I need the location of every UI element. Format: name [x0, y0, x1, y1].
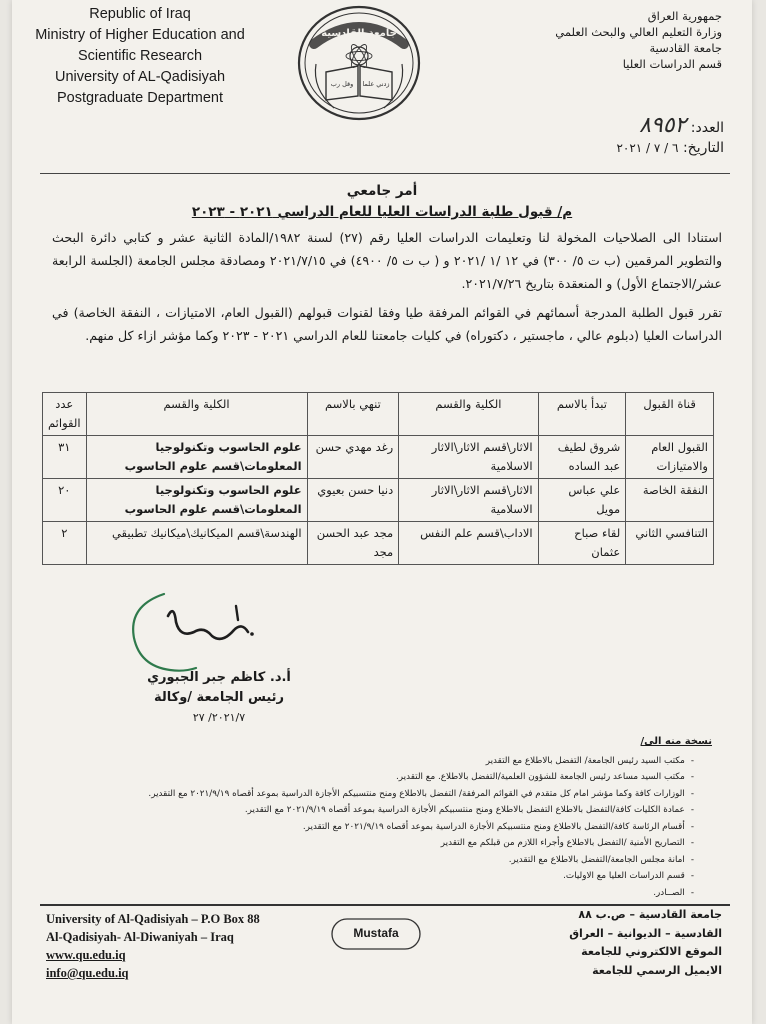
website-link[interactable]: www.qu.edu.iq	[46, 948, 126, 962]
order-body	[52, 226, 722, 353]
list-item: - أقسام الرئاسة كافة/التفضل بالاطلاع ومنح منتسبيكم الأجازة الدراسية بموعد أقصاه ٢٠٢١/٩/١٩ مع التقدير.	[72, 819, 694, 836]
university-seal-logo	[294, 4, 424, 122]
date-label: التاريخ:	[682, 140, 724, 156]
footer-line: Al-Qadisiyah- Al-Diwaniyah – Iraq	[46, 930, 234, 944]
svg-text:جامعة القادسية: جامعة القادسية	[321, 28, 397, 39]
svg-text:وقل رب: وقل رب	[330, 80, 354, 88]
table-cell: ٣١	[43, 436, 87, 479]
list-item: - عمادة الكليات كافة/التفضل بالاطلاع التفضل بالاطلاع ومنح منتسبيكم الأجازة الدراسية بموعد أقصاه ٢٠٢١/٩/١٩ مع التقدير.	[72, 802, 694, 819]
list-item: - التصاريح الأمنية /التفضل بالاطلاع وأجراء اللازم من قبلكم مع التقدير	[72, 835, 694, 852]
column-header: قناة القبول	[626, 393, 714, 436]
column-header: الكلية والقسم	[399, 393, 538, 436]
reference-date	[424, 138, 724, 158]
list-item: - قسم الدراسات العليا مع الاوليات.	[72, 868, 694, 885]
table-row	[43, 436, 714, 479]
footer-english	[46, 910, 326, 982]
email-link[interactable]: info@qu.edu.iq	[46, 966, 129, 980]
document-page	[12, 0, 752, 1024]
table-cell: الهندسة\قسم الميكانيك\ميكانيك تطبيقي	[86, 522, 307, 565]
body-paragraph: استنادا الى الصلاحيات المخولة لنا وتعليمات الدراسات العليا رقم (٢٧) لسنة ١٩٨٢/المادة الثانية عشر و كتابي دائرة البحث والتطوير المرقمين (ب ت ٥/ ٣٠٠) في ١٢ /١ /٢٠٢١ و ( ب ت ٥/ ٤٩٠٠) في ٢٠٢١/٧/١٥ ومصادقة مجلس الجامعة (الجلسة الرابعة عشر/الاجتماع الأول) و المنعقدة بتاريخ ٢٠٢١/٧/٢٦.	[52, 230, 723, 291]
list-item: - امانة مجلس الجامعة/التفضل بالاطلاع مع التقدير.	[72, 852, 694, 869]
letterhead-line: Postgraduate Department	[56, 90, 224, 106]
table-cell: ٢	[43, 522, 87, 565]
table-cell: علوم الحاسوب وتكنولوجيا المعلومات\قسم علوم الحاسوب	[86, 436, 307, 479]
table-cell: رغد مهدي حسن	[307, 436, 399, 479]
table-header-row	[43, 393, 714, 436]
letterhead-line: Scientific Research	[77, 48, 203, 64]
letterhead-line: Republic of Iraq	[89, 6, 191, 22]
number-value: ٨٩٥٢	[639, 113, 687, 138]
table-cell: لقاء صباح عثمان	[538, 522, 626, 565]
table-cell: علي عباس مويل	[538, 479, 626, 522]
letterhead-line: Ministry of Higher Education and	[35, 27, 245, 43]
table-cell: الاثار\قسم الاثار\الاثار الاسلامية	[399, 479, 538, 522]
signer-name: أ.د. كاظم جبر الجبوري	[147, 670, 291, 685]
date-value: ٦ / ٧ / ٢٠٢١	[616, 141, 679, 155]
reference-block	[424, 113, 724, 158]
table-cell: مجد عبد الحسن مجد	[307, 522, 399, 565]
admissions-table	[42, 392, 714, 565]
header-divider	[40, 173, 730, 174]
signer-block	[134, 668, 304, 728]
table-cell: الاثار\قسم الاثار\الاثار الاسلامية	[399, 436, 538, 479]
column-header: عدد القوائم	[43, 393, 87, 436]
arabic-letterhead	[502, 8, 722, 72]
english-letterhead	[20, 4, 260, 109]
letterhead-line: جمهورية العراق	[647, 9, 722, 23]
table-cell: دنيا حسن بعيوي	[307, 479, 399, 522]
column-header: تبدأ بالاسم	[538, 393, 626, 436]
footer-line: الايميل الرسمي للجامعة	[592, 963, 722, 977]
svg-text:زدني علما: زدني علما	[362, 80, 390, 88]
column-header: تنهي بالاسم	[307, 393, 399, 436]
typist-name: Mustafa	[353, 926, 399, 940]
footer-line: القادسية – الديوانية – العراق	[569, 926, 722, 940]
list-item: - الوزارات كافة وكما مؤشر امام كل متقدم في القوائم المرفقة/ التفضل بالاطلاع ومنح منتسبيكم الأجازة الدراسية بموعد أقصاه ٢٠٢١/٩/١٩ مع التقدير.	[72, 786, 694, 803]
copies-heading: نسخة منه الى/	[640, 736, 712, 747]
footer-line: University of Al-Qadisiyah – P.O Box 88	[46, 912, 260, 926]
table-cell: الاداب\قسم علم النفس	[399, 522, 538, 565]
order-subject: م/ قبول طلبة الدراسات العليا للعام الدراسي ٢٠٢١ - ٢٠٢٣	[191, 204, 573, 220]
order-title	[12, 181, 752, 223]
body-paragraph: تقرر قبول الطلبة المدرجة أسمائهم في القوائم المرفقة طيا وفقا لقنوات قبولهم (القبول العام، الامتيازات ، النفقة الخاصة) في الدراسات العليا (دبلوم عالي ، ماجستير ، دكتوراه) في كليات جامعتنا للعام الدراسي ٢٠٢١ - ٢٠٢٣ وكما مؤشر ازاء كل منهم.	[52, 305, 722, 343]
reference-number	[424, 113, 724, 138]
list-item: - الصــادر.	[72, 885, 694, 902]
signature-date: ٢٠٢١/٧/ ٢٧	[192, 711, 246, 724]
table-cell: شروق لطيف عبد الساده	[538, 436, 626, 479]
table-row	[43, 479, 714, 522]
footer-arabic	[522, 906, 722, 980]
footer-line: الموقع الالكتروني للجامعة	[581, 945, 722, 958]
table-cell: النفقة الخاصة	[626, 479, 714, 522]
footer-line: جامعة القادسية – ص.ب ٨٨	[578, 908, 722, 921]
table-cell: ٢٠	[43, 479, 87, 522]
list-item: - مكتب السيد مساعد رئيس الجامعة للشؤون العلمية/التفضل بالاطلاع. مع التقدير.	[72, 769, 694, 786]
copies-list	[72, 734, 712, 901]
number-label: العدد:	[690, 120, 724, 136]
letterhead-line: قسم الدراسات العليا	[622, 57, 722, 71]
table-row	[43, 522, 714, 565]
order-type: أمر جامعي	[346, 183, 418, 199]
table-cell: علوم الحاسوب وتكنولوجيا المعلومات\قسم علوم الحاسوب	[86, 479, 307, 522]
column-header: الكلية والقسم	[86, 393, 307, 436]
letterhead-line: جامعة القادسية	[649, 41, 722, 55]
handwritten-signature	[124, 586, 264, 676]
letterhead-line: University of AL-Qadisiyah	[54, 69, 226, 85]
letterhead-line: وزارة التعليم العالي والبحث العلمي	[555, 25, 722, 39]
table-cell: التنافسي الثاني	[626, 522, 714, 565]
signer-title: رئيس الجامعة /وكالة	[154, 690, 284, 705]
list-item: - مكتب السيد رئيس الجامعة/ التفضل بالاطلاع مع التقدير	[72, 753, 694, 770]
table-cell: القبول العام والامتيازات	[626, 436, 714, 479]
